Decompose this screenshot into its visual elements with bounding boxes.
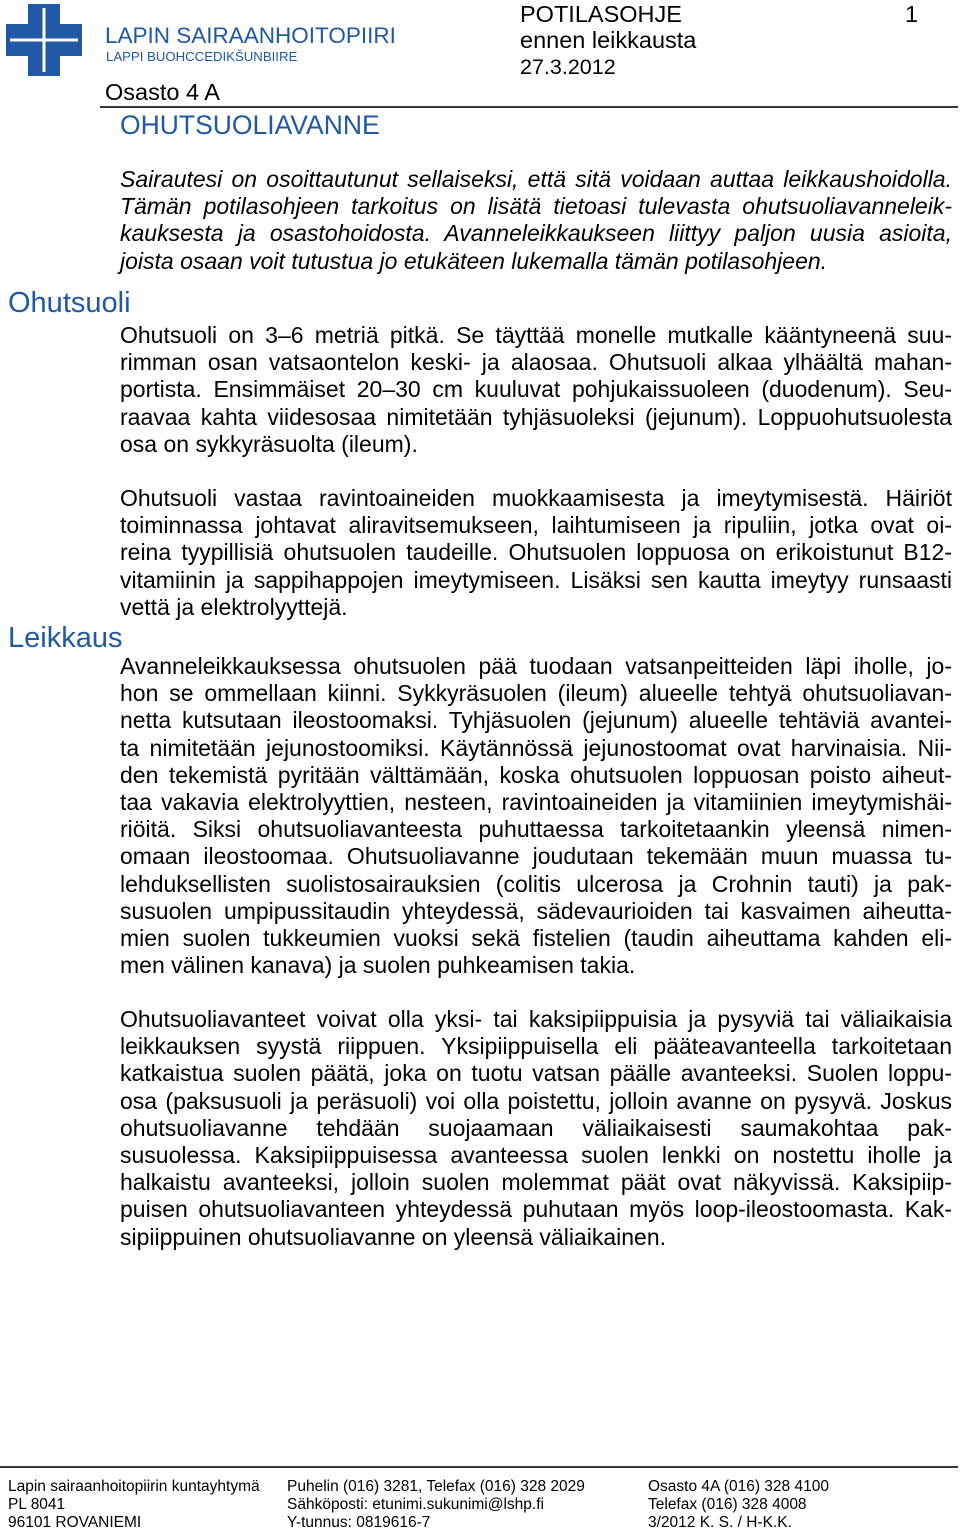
text-line: Ohutsuoli on 3–6 metriä pitkä. Se täyttää monelle mutkalle kääntyneenä suu- [120,322,952,348]
footer-divider [0,1466,958,1468]
text-line: sipiippuinen ohutsuoliavanne on yleensä väliaikainen. [120,1223,667,1250]
intro-paragraph [120,166,952,275]
text-line: Tämän potilasohjeen tarkoitus on lisätä tietoasi tulevasta ohutsuoliavanneleik- [120,193,952,220]
text-line: portista. Ensimmäiset 20–30 cm kuuluvat pohjukaissuoleen (duodenum). Seu- [120,376,952,403]
text-line: raavaa kahta viidesosaa nimitetään tyhjäsuoleksi (jejunum). Loppuohutsuolesta [120,403,952,430]
lshp-cross-logo-icon [6,4,82,76]
text-line: mien suolen tukkeumien vuoksi sekä fistelien (taudin aiheuttama kahden eli- [120,925,952,952]
footer-line: Telefax (016) 328 4008 [648,1496,807,1513]
footer-line: Lapin sairaanhoitopiirin kuntayhtymä [8,1478,260,1495]
footer-department [648,1478,829,1532]
text-line: Ohutsuoli vastaa ravintoaineiden muokkaamisesta ja imeytymisestä. Häiriöt [120,485,952,511]
organization-name: LAPIN SAIRAANHOITOPIIRI [105,23,396,48]
footer-line: PL 8041 [8,1496,66,1513]
text-line: susuolessa. Kaksipiippuisessa avanteessa suolen lenkki on nostettu iholle ja [120,1142,952,1169]
text-line: katkaistua suolen päätä, joka on tuotu vatsan päälle avanteeksi. Suolen loppu- [120,1060,952,1087]
text-line: susuolen umpipussitaudin yhteydessä, sädevaurioiden tai kasvaimen aiheutta- [120,897,952,924]
text-line: taa vakavia elektrolyyttien, nesteen, ravintoaineiden ja vitamiinien imeytymishäi- [120,789,952,816]
text-line: puisen ohutsuoliavanteen yhteydessä puhutaan myös loop-ileostoomasta. Kak- [120,1196,952,1223]
text-line: leikkauksen syystä riippuen. Yksipiippuisella eli pääteavanteella tarkoitetaan [120,1033,952,1060]
section-heading-leikkaus: Leikkaus [8,622,123,654]
footer-organization [8,1478,260,1532]
footer-line: 3/2012 K. S. / H-K.K. [648,1514,792,1531]
text-line: vitamiinin ja sappihappojen imeytymiseen. Lisäksi sen kautta imeytyy runsaasti [120,566,952,593]
footer-contact [287,1478,585,1532]
footer-line: Puhelin (016) 3281, Telefax (016) 328 2029 [287,1478,585,1495]
text-line: vettä ja elektrolyyttejä. [120,593,348,620]
text-line: joista osaan voit tutustua jo etukäteen lukemalla tämän potilasohjeen. [120,247,828,274]
text-line: Sairautesi on osoittautunut sellaiseksi, että sitä voidaan auttaa leikkaushoidolla. [120,166,952,192]
text-line: netta kutsutaan ileostoomaksi. Tyhjäsuolen (jejunum) alueelle tehtäviä avantei- [120,707,952,734]
text-line: ta nimitetään jejunostoomiksi. Käytännössä jejunostoomat ovat harvinaisia. Nii- [120,734,952,761]
department-label: Osasto 4 A [105,79,220,105]
footer-line: Y-tunnus: 0819616-7 [287,1514,431,1531]
text-line: Avanneleikkauksessa ohutsuolen pää tuodaan vatsanpeitteiden läpi iholle, jo- [120,653,952,679]
organization-name-sami: LAPPI BUOHCCEDIKŠUNBIIRE [106,49,298,64]
paragraph [120,1006,952,1251]
paragraph [120,653,952,979]
document-subtitle: ennen leikkausta [520,27,697,53]
text-line: toiminnassa johtavat aliravitsemukseen, laihtumiseen ja ripuliin, jotka ovat oi- [120,512,952,539]
text-line: lehduksellisten suolistosairauksien (colitis ulcerosa ja Crohnin tauti) ja pak- [120,870,952,897]
page-number: 1 [905,1,919,27]
text-line: men välinen kanava) ja suolen puhkeamisen takia. [120,952,636,979]
paragraph [120,485,952,621]
text-line: ohutsuoliavanne tehdään suojaamaan väliaikaisesti saumakohtaa pak- [120,1114,952,1141]
section-heading-ohutsuoli: Ohutsuoli [8,287,131,319]
text-line: omaan ileostoomaa. Ohutsuoliavanne joudutaan tekemään muun muassa tu- [120,843,952,870]
text-line: Ohutsuoliavanteet voivat olla yksi- tai kaksipiippuisia ja pysyviä tai väliaikaisia [120,1006,952,1032]
footer-line: Osasto 4A (016) 328 4100 [648,1478,829,1495]
text-line: riöitä. Siksi ohutsuoliavanteesta puhuttaessa tarkoitetaankin yleensä nimen- [120,816,952,843]
paragraph [120,322,952,458]
text-line: reina tyypillisiä ohutsuolen taudeille. Ohutsuolen loppuosa on erikoistunut B12- [120,539,952,566]
text-line: osa on sykkyräsuolta (ileum). [120,430,418,457]
header-divider [100,106,958,108]
document-type: POTILASOHJE [520,1,682,27]
page-title: OHUTSUOLIAVANNE [120,110,380,140]
text-line: hon se ommellaan kiinni. Sykkyräsuolen (ileum) alueelle tehtyä ohutsuoliavan- [120,680,952,707]
text-line: rimman osan vatsaontelon keski- ja alaosaa. Ohutsuoli alkaa ylhäältä mahan- [120,349,952,376]
text-line: den tekemistä pyritään välttämään, koska ohutsuolen loppuosan poisto aiheut- [120,761,952,788]
document-date: 27.3.2012 [520,55,616,79]
text-line: kauksesta ja osastohoidosta. Avanneleikkaukseen liittyy paljon uusia asioita, [120,220,952,247]
footer-line: Sähköposti: etunimi.sukunimi@lshp.fi [287,1496,544,1513]
text-line: halkaistu avanteeksi, jolloin suolen molemmat päät ovat näkyvissä. Kaksipiip- [120,1169,952,1196]
text-line: osa (paksusuoli ja peräsuoli) voi olla poistettu, jolloin avanne on pysyvä. Joskus [120,1087,952,1114]
footer-line: 96101 ROVANIEMI [8,1514,142,1531]
